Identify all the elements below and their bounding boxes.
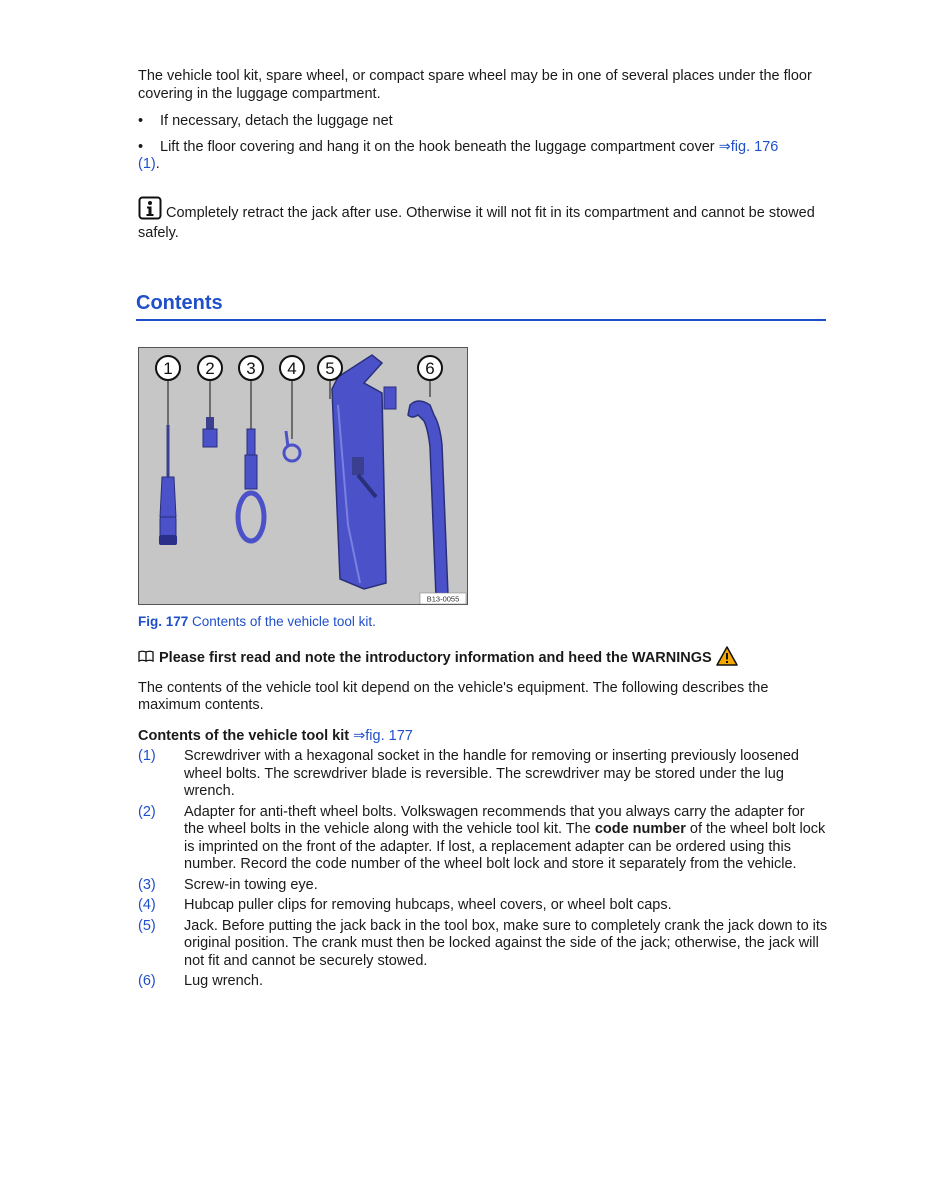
bullet-dot: • [138,113,144,129]
bullet-continuation: (1). [138,156,160,172]
read-first-text: Please first read and note the introductory information and heed the WARNINGS [159,650,712,666]
list-item [138,877,828,895]
callout-2 [198,356,222,380]
item-1-link[interactable]: (1) [138,156,156,172]
item-text: Screwdriver with a hexagonal socket in the handle for removing or inserting previously loosened wheel bolts. The screwdriver blade is reversible. The screwdriver may be stored under the lug wrench. [184,748,799,799]
callout-5 [318,356,342,380]
callout-3 [239,356,263,380]
item-text: Screw-in towing eye. [184,876,318,893]
note-paragraph [138,196,828,243]
figure-code [420,593,466,604]
svg-text:5: 5 [325,358,335,378]
info-icon [138,196,162,226]
bullet-item [138,139,828,157]
tool-kit-figure [138,347,468,605]
figure-caption-text: Contents of the vehicle tool kit. [192,613,376,629]
svg-text:3: 3 [246,358,256,378]
list-item [138,748,828,801]
read-first-note [138,646,828,672]
item-text: Lug wrench. [184,973,263,989]
item-number[interactable]: (5) [138,917,156,934]
svg-text:2: 2 [205,358,215,378]
svg-text:6: 6 [425,358,435,378]
svg-text:B13-0055: B13-0055 [426,594,460,603]
item-number[interactable]: (1) [138,748,156,764]
bullet-text: Lift the floor covering and hang it on the hook beneath the luggage compartment cover ⇒fig. 176 [160,138,779,155]
bullet-dot: • [138,138,144,155]
callout-6 [418,356,442,380]
item-number[interactable]: (3) [138,876,156,893]
page-content [138,68,828,991]
list-item [138,804,828,874]
figure-number: Fig. 177 [138,613,189,629]
list-item [138,897,828,915]
callout-1 [156,356,180,380]
section-heading: Contents [136,291,826,321]
item-text: Jack. Before putting the jack back in the tool box, make sure to completely crank the jack down to its original position. The crank must then be locked against the side of the jack; otherwise, the jack will not fit and cannot be securely stowed. [184,917,828,969]
note-text: Completely retract the jack after use. Otherwise it will not fit in its compartment and cannot be stowed safely. [138,204,815,241]
callout-4 [280,356,304,380]
list-item [138,918,828,971]
svg-text:1: 1 [163,358,173,378]
list-title: Contents of the vehicle tool kit ⇒fig. 177 [138,727,413,744]
bullet-text: If necessary, detach the luggage net [160,113,393,129]
bullet-item [138,113,828,131]
fig-176-link[interactable]: ⇒fig. 176 [718,138,779,155]
warning-icon[interactable] [716,646,738,672]
code-number-emphasis: code number [594,821,686,837]
item-text: Adapter for anti-theft wheel bolts. Volkswagen recommends that you always carry the adapter for the wheel bolts in the vehicle along with the vehicle tool kit. The code number of the wheel bolt lock is imprinted on the front of the adapter. If lost, a replacement adapter can be ordered using this number. Record the code number of the wheel bolt lock and store it separately from the vehicle. [184,803,826,872]
book-icon [138,650,154,668]
item-number[interactable]: (4) [138,897,156,913]
item-number[interactable]: (6) [138,973,156,989]
item-text: Hubcap puller clips for removing hubcaps, wheel covers, or wheel bolt caps. [184,897,672,913]
svg-text:4: 4 [287,358,297,378]
intro-paragraph: The vehicle tool kit, spare wheel, or compact spare wheel may be in one of several places under the floor covering in the luggage compartment. [138,68,812,102]
list-item [138,973,828,991]
description-paragraph: The contents of the vehicle tool kit depend on the vehicle's equipment. The following describes the maximum contents. [138,679,769,713]
figure-caption [138,613,828,631]
item-number[interactable]: (2) [138,803,156,820]
fig-177-link[interactable]: ⇒fig. 177 [353,727,413,744]
